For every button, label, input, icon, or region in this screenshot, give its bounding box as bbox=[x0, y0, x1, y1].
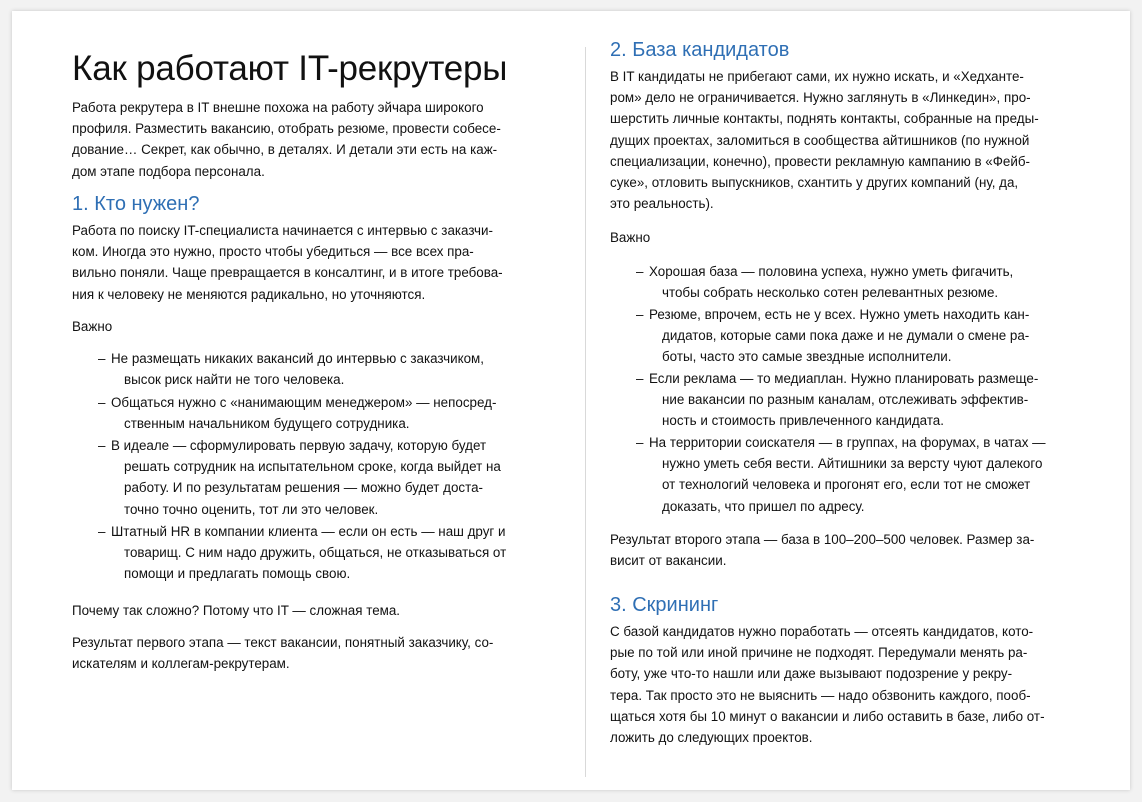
section-heading-who-needed: 1. Кто нужен? bbox=[72, 193, 200, 215]
intro-paragraph: Работа рекрутера в IT внешне похожа на работу эйчара широкого профиля. Разместить вакансию, отобрать резюме, провести собесе- дование… Секрет, как обычно, в деталях. И детали эти есть на каж- дом этапе подбора персонала. bbox=[72, 100, 501, 179]
section3-paragraph: С базой кандидатов нужно поработать — отсеять кандидатов, кото- рые по той или иной причине не подходят. Передумали менять ра- боту, уже что-то нашли или даже вызывают подозрение у рекру- тера. Так просто это не выяснить — надо обзвонить каждого, пооб- щаться хотя бы 10 минут о вакансии и либо оставить в базе, либо от- ложить до следующих проектов. bbox=[610, 624, 1045, 746]
list-item: – Резюме, впрочем, есть не у всех. Нужно уметь находить кан- дидатов, которые сами пока даже и не думали о смене ра- боты, часто это самые звездные исполнители. bbox=[636, 304, 1029, 368]
list-item: – Не размещать никаких вакансий до интервью с заказчиком, высок риск найти не того человека. bbox=[98, 348, 484, 390]
section-heading-screening: 3. Скрининг bbox=[610, 594, 719, 616]
bullet-dash: – bbox=[98, 524, 106, 539]
section2-result-paragraph: Результат второго этапа — база в 100–200–500 человек. Размер за- висит от вакансии. bbox=[610, 532, 1035, 569]
document-page bbox=[12, 11, 1130, 790]
list-item: – В идеале — сформулировать первую задачу, которую будет решать сотрудник на испытательном сроке, когда выйдет на работу. И по результатам решения — можно будет доста- точно точно оценить, тот ли это человек. bbox=[98, 435, 501, 520]
bullet-dash: – bbox=[636, 371, 644, 386]
bullet-dash: – bbox=[98, 351, 106, 366]
list-item: – Если реклама — то медиаплан. Нужно планировать размеще- ние вакансии по разным каналам, отслеживать эффектив- ность и стоимость привлеченного кандидата. bbox=[636, 368, 1038, 432]
list-item: – Штатный HR в компании клиента — если он есть — наш друг и товарищ. С ним надо дружить, общаться, не отказываться от помощи и предлагать помощь свою. bbox=[98, 521, 506, 585]
list-item: – Общаться нужно с «нанимающим менеджером» — непосред- ственным начальником будущего сотрудника. bbox=[98, 392, 496, 434]
list-item: – Хорошая база — половина успеха, нужно уметь фигачить, чтобы собрать несколько сотен релевантных резюме. bbox=[636, 261, 1013, 303]
section1-why-paragraph: Почему так сложно? Потому что IT — сложная тема. bbox=[72, 603, 401, 618]
section-heading-candidate-base: 2. База кандидатов bbox=[610, 39, 790, 61]
bullet-dash: – bbox=[636, 435, 644, 450]
column-divider bbox=[585, 47, 586, 777]
bullet-dash: – bbox=[98, 438, 106, 453]
bullet-dash: – bbox=[98, 395, 106, 410]
list-item: – На территории соискателя — в группах, на форумах, в чатах — нужно уметь себя вести. Айтишники за версту чуют далекого от технологий человека и прогонят его, если тот не сможет доказать, что пришел по адресу. bbox=[636, 432, 1046, 517]
section2-paragraph: В IT кандидаты не прибегают сами, их нужно искать, и «Хедханте- ром» дело не ограничивается. Нужно заглянуть в «Линкедин», про- шерстить личные контакты, поднять контакты, собранные на преды- дущих проектах, заломиться в сообщества айтишников (по нужной специализации, конечно), провести рекламную кампанию в «Фейб- суке», отловить выпускников, схантить у других компаний (ну, да, это реальность). bbox=[610, 69, 1039, 212]
section1-important-label: Важно bbox=[72, 319, 113, 334]
bullet-dash: – bbox=[636, 264, 644, 279]
page-title: Как работают IT-рекрутеры bbox=[72, 49, 508, 88]
section2-important-label: Важно bbox=[610, 230, 651, 245]
section1-paragraph: Работа по поиску IT-специалиста начинается с интервью с заказчи- ком. Иногда это нужно, просто чтобы убедиться — все всех пра- вильно поняли. Чаще превращается в консалтинг, и в итоге требова- ния к человеку не меняются радикально, но уточняются. bbox=[72, 223, 503, 302]
bullet-dash: – bbox=[636, 307, 644, 322]
section1-result-paragraph: Результат первого этапа — текст вакансии, понятный заказчику, со- искателям и коллегам-рекрутерам. bbox=[72, 635, 494, 672]
